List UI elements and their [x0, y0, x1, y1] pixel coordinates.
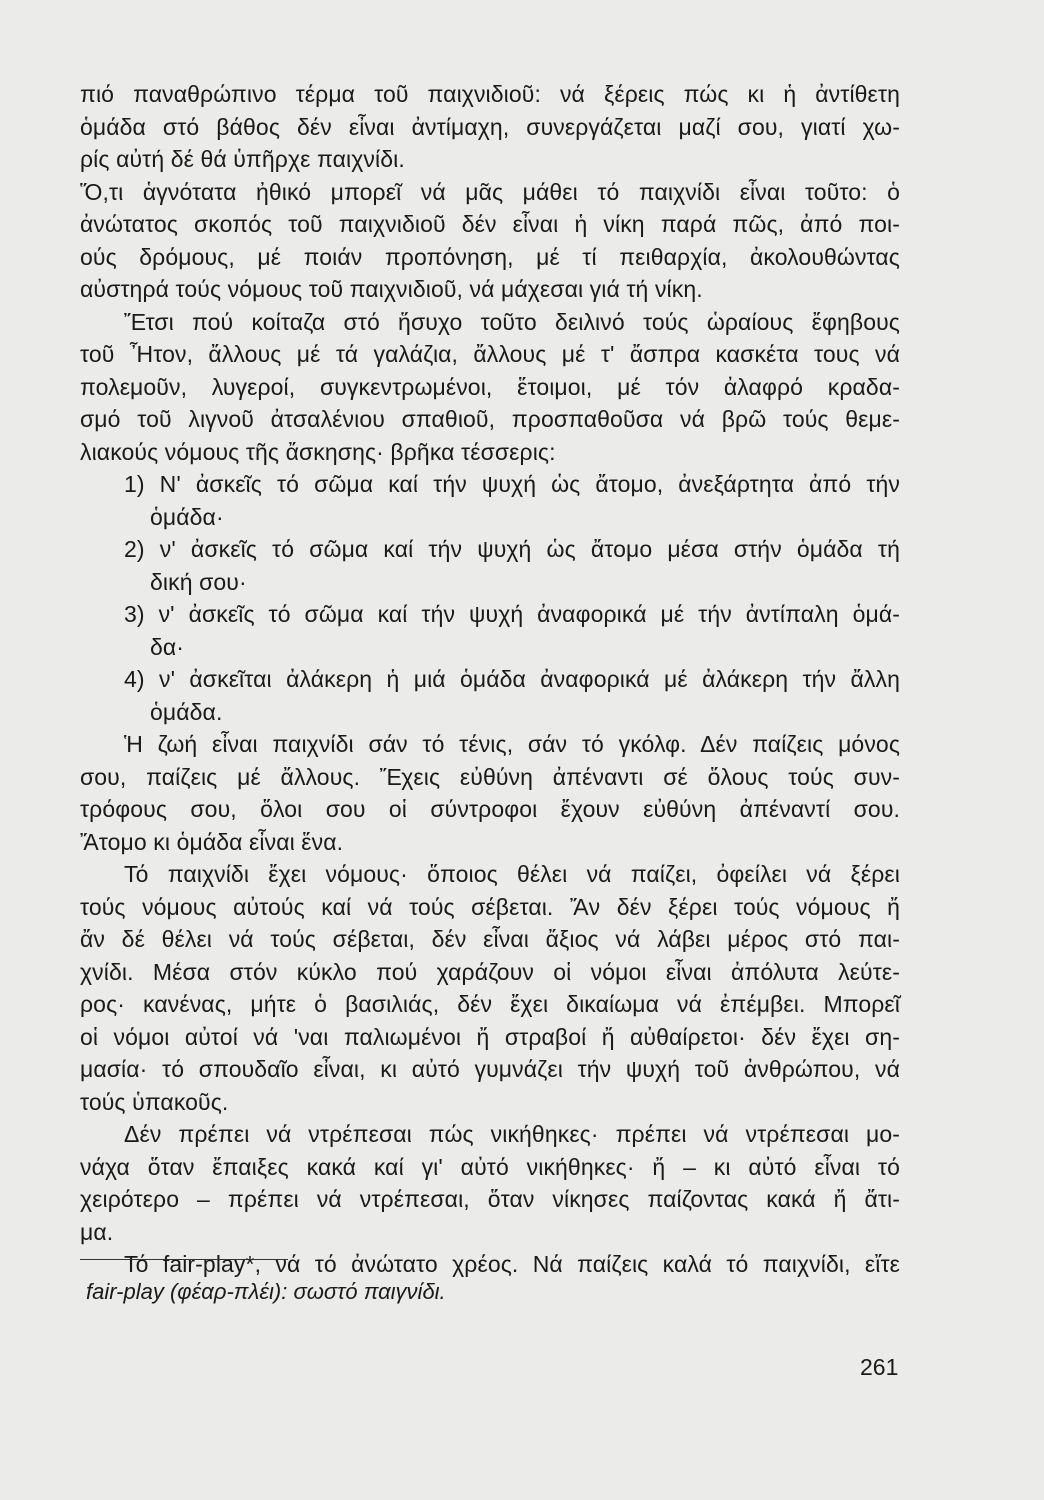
- text-line: Τό fair-play*, νά τό ἀνώτατο χρέος. Νά παίζεις καλά τό παιχνίδι, εἴτε: [124, 1251, 900, 1277]
- text-line: ούς δρόμους, μέ ποιάν προπόνηση, μέ τί πειθαρχία, ἀκολουθώντας: [80, 243, 900, 270]
- text-line: Τό παιχνίδι ἔχει νόμους· ὅποιος θέλει νά παίζει, ὀφείλει νά ξέρει: [124, 861, 900, 887]
- page-number: 261: [860, 1354, 899, 1380]
- list-item: 4) ν' ἀσκεῖται ἀλάκερη ἡ μιά ὁμάδα ἀναφορικά μέ ἀλάκερη τήν ἄλλη: [124, 666, 900, 692]
- text-line: πολεμοῦν, λυγεροί, συγκεντρωμένοι, ἕτοιμοι, μέ τόν ἀλαφρό κραδα-: [80, 373, 900, 400]
- text-line: σου, παίζεις μέ ἄλλους. Ἔχεις εὐθύνη ἀπέναντι σέ ὅλους τούς συν-: [80, 763, 900, 790]
- footnote: fair-play (φέαρ-πλέι): σωστό παιγνίδι.: [86, 1279, 446, 1304]
- text-line: πιό παναθρώπινο τέρμα τοῦ παιχνιδιοῦ: νά ξέρεις πώς κι ἡ ἀντίθετη: [80, 81, 900, 107]
- list-item-continuation: δα·: [150, 633, 185, 660]
- text-line: ρος· κανένας, μήτε ὁ βασιλιάς, δέν ἔχει δικαίωμα νά ἐπέμβει. Μπορεῖ: [80, 991, 900, 1017]
- text-line: λιακούς νόμους τῆς ἄσκησης· βρῆκα τέσσερις:: [80, 438, 556, 465]
- text-line: τούς ὑπακοῦς.: [80, 1088, 229, 1115]
- text-line: ὁμάδα στό βάθος δέν εἶναι ἀντίμαχη, συνεργάζεται μαζί σου, γιατί χω-: [80, 113, 900, 140]
- text-line: νάχα ὅταν ἔπαιξες κακά καί γι' αὐτό νικήθηκες· ἤ – κι αὐτό εἶναι τό: [80, 1153, 900, 1180]
- text-line: μασία· τό σπουδαῖο εἶναι, κι αὐτό γυμνάζει τήν ψυχή τοῦ ἀνθρώπου, νά: [80, 1056, 900, 1082]
- list-item-continuation: δική σου·: [150, 568, 247, 595]
- list-item: 2) ν' ἀσκεῖς τό σῶμα καί τήν ψυχή ὡς ἄτομο μέσα στήν ὁμάδα τή: [124, 536, 900, 562]
- text-line: τρόφους σου, ὅλοι σου οἱ σύντροφοι ἔχουν εὐθύνη ἀπέναντί σου.: [80, 796, 900, 822]
- footnote-divider: [80, 1259, 288, 1260]
- list-item-continuation: ὁμάδα.: [150, 698, 223, 725]
- text-line: σμό τοῦ λιγνοῦ ἀτσαλένιου σπαθιοῦ, προσπαθοῦσα νά βρῶ τούς θεμε-: [80, 406, 900, 432]
- text-line: ρίς αὐτή δέ θά ὑπῆρχε παιχνίδι.: [80, 146, 405, 172]
- text-line: χνίδι. Μέσα στόν κύκλο πού χαράζουν οἱ νόμοι εἶναι ἀπόλυτα λεύτε-: [80, 958, 900, 985]
- text-line: τοῦ Ἦτον, ἄλλους μέ τά γαλάζια, ἄλλους μέ τ' ἄσπρα κασκέτα τους νά: [80, 341, 900, 367]
- text-line: Δέν πρέπει νά ντρέπεσαι πώς νικήθηκες· πρέπει νά ντρέπεσαι μο-: [124, 1121, 900, 1147]
- text-line: Ἡ ζωή εἶναι παιχνίδι σάν τό τένις, σάν τό γκόλφ. Δέν παίζεις μόνος: [124, 731, 900, 757]
- list-item: 3) ν' ἀσκεῖς τό σῶμα καί τήν ψυχή ἀναφορικά μέ τήν ἀντίπαλη ὁμά-: [124, 601, 900, 627]
- text-line: χειρότερο – πρέπει νά ντρέπεσαι, ὅταν νίκησες παίζοντας κακά ἤ ἄτι-: [80, 1186, 900, 1212]
- body-text: [80, 78, 900, 1281]
- list-item-continuation: ὁμάδα·: [150, 503, 224, 530]
- text-line: αὐστηρά τούς νόμους τοῦ παιχνιδιοῦ, νά μάχεσαι γιά τή νίκη.: [80, 276, 703, 302]
- text-line: Ἔτσι πού κοίταζα στό ἥσυχο τοῦτο δειλινό τούς ὡραίους ἔφηβους: [124, 308, 900, 335]
- text-line: ἄν δέ θέλει νά τούς σέβεται, δέν εἶναι ἄξιος νά λάβει μέρος στό παι-: [80, 926, 900, 952]
- text-line: Ὅ,τι ἁγνότατα ἠθικό μπορεῖ νά μᾶς μάθει τό παιχνίδι εἶναι τοῦτο: ὁ: [80, 178, 900, 205]
- text-line: τούς νόμους αὐτούς καί νά τούς σέβεται. Ἄν δέν ξέρει τούς νόμους ἤ: [80, 893, 900, 920]
- text-line: Ἄτομο κι ὁμάδα εἶναι ἕνα.: [80, 828, 344, 855]
- list-item: 1) Ν' ἀσκεῖς τό σῶμα καί τήν ψυχή ὡς ἄτομο, ἀνεξάρτητα ἀπό τήν: [124, 471, 900, 497]
- text-line: μα.: [80, 1218, 114, 1245]
- text-line: οἱ νόμοι αὐτοί νά 'ναι παλιωμένοι ἤ στραβοί ἤ αὐθαίρετοι· δέν ἔχει ση-: [80, 1023, 900, 1050]
- text-line: ἀνώτατος σκοπός τοῦ παιχνιδιοῦ δέν εἶναι ἡ νίκη παρά πῶς, ἀπό ποι-: [80, 211, 900, 237]
